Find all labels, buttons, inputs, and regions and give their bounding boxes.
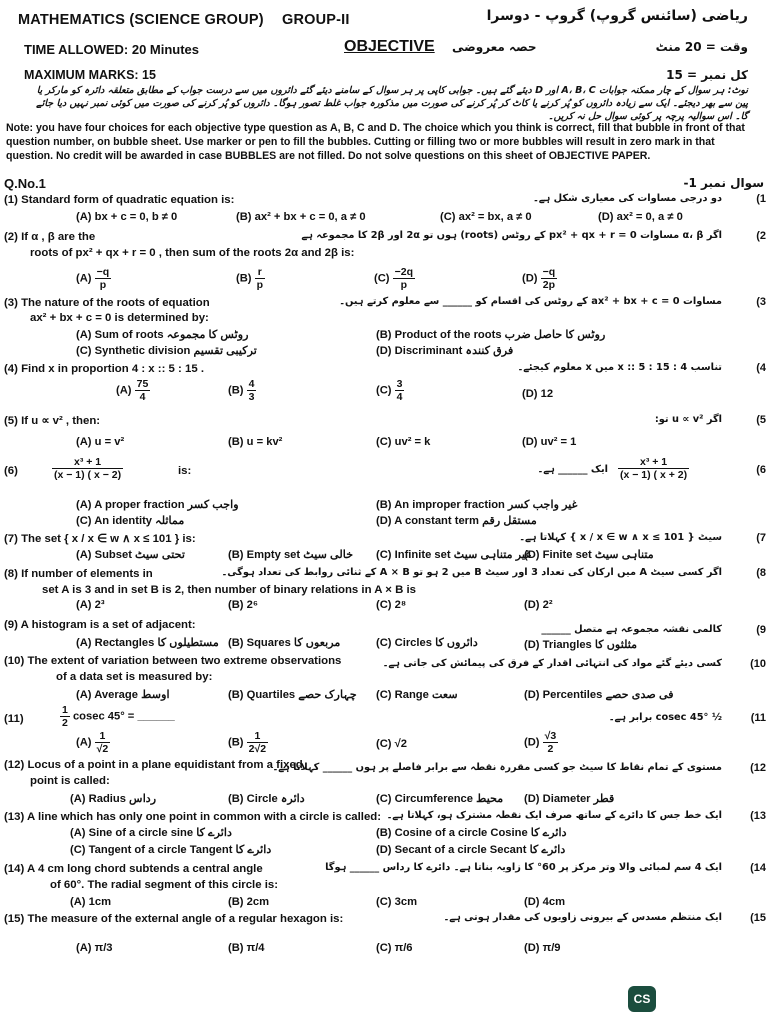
question-number: (12) [4,759,25,771]
urdu-question-number: (8 [756,567,766,579]
option-d: (D) ax² = 0, a ≠ 0 [598,211,683,223]
numerator: 1 [62,704,68,716]
question-stem [4,654,341,668]
question-text-line-2: point is called: [30,775,110,787]
option-b: (B) Cosine of a circle Cosine دائرے کا [376,827,567,839]
denominator: 4 [396,391,403,403]
question-text: cosec 45° = ______ [72,710,175,723]
denominator: 3 [248,391,255,403]
option-c: (C) Synthetic division ترکیبی تقسیم [76,345,257,357]
option-b: (B) Circle دائرہ [228,793,305,805]
numerator: 75 [136,378,149,390]
option-d: (D) Discriminant فرق کنندہ [376,345,514,357]
option-b: (B) An improper fraction غیر واجب کسر [376,499,578,511]
option-fraction [247,730,268,755]
expression-fraction [52,456,123,481]
option-a: (A) Radius رداس [70,793,157,805]
urdu-question-text: مساوات ax² + bx + c = 0 کے روٹس کی اقسام کو ______ سے معلوم کرتے ہیں۔ [339,296,722,307]
option-letter: (A) [116,384,132,397]
question-text: The extent of variation between two extreme observations [27,655,342,667]
urdu-question-text: کالمی نقشہ مجموعہ ہے متصل ______ [541,624,722,635]
option-letter: (B) [228,384,244,397]
question-text-line-2: set A is 3 and in set B is 2, then number of binary relations in A × B is [42,584,416,596]
question-text: Locus of a point in a plane equidistant from a fixed [27,759,303,771]
question-text: The measure of the external angle of a regular hexagon is: [27,913,344,925]
option-c: (C) Range سعت [376,689,458,701]
option-c: (C) uv² = k [376,436,431,448]
denominator: p [256,279,264,291]
urdu-subject-title: ریاضی (سائنس گروپ) گروپ - دوسرا [486,8,748,24]
option-letter: (A) [76,272,92,285]
question-text: The nature of the roots of equation [21,297,210,309]
half-fraction [60,704,70,729]
option-a: (A) Subset تحتی سیٹ [76,549,185,561]
urdu-question-number: (12 [750,762,766,774]
question-text-line-2: of a data set is measured by: [56,671,213,683]
numerator: −q [96,266,110,278]
urdu-question-text: دو درجی مساوات کی معیاری شکل ہے۔ [532,193,722,204]
question-number: (10) [4,655,25,667]
question-number: (15) [4,913,25,925]
urdu-question-block-label: سوال نمبر 1- [683,176,764,190]
option-d [522,266,557,291]
option-d: (D) 2² [524,599,553,611]
option-letter: (B) [236,272,252,285]
option-fraction [95,730,111,755]
question-number: (2) [4,231,18,243]
option-fraction [255,266,265,291]
question-text: If u ∝ v² , then: [21,415,101,427]
question-number: (7) [4,533,18,545]
numerator: r [255,266,265,279]
urdu-question-number: (9 [756,624,766,636]
option-d [524,730,558,755]
camscanner-logo-icon: CS [628,986,656,1012]
option-c: (C) 2⁸ [376,599,407,611]
urdu-objective-title: حصہ معروضی [452,40,537,54]
urdu-question-number: (13 [750,810,766,822]
numerator: 1 [95,730,111,743]
option-a [76,730,110,755]
question-text: A histogram is a set of adjacent: [20,619,196,631]
urdu-question-number: (3 [756,296,766,308]
urdu-question-text: ایک خط جس کا دائرے کے ساتھ صرف ایک نقطہ مشترک ہو، کہلاتا ہے۔ [386,810,722,821]
question-number: (11) [4,713,24,725]
urdu-question-number: (1 [756,193,766,205]
urdu-maximum-marks: کل نمبر = 15 [666,68,748,82]
rational-expression [52,456,123,481]
urdu-question-text: مستوی کے تمام نقاط کا سیٹ جو کسی مقررہ نقطہ سے برابر فاصلے پر ہوں ______ کہلاتا ہے۔ [272,762,722,773]
option-d: (D) π/9 [524,942,561,954]
question-stem [4,414,100,428]
question-stem [4,362,204,376]
option-a: (A) π/3 [76,942,113,954]
option-c: (C) 3cm [376,896,418,908]
option-letter: (C) [374,272,390,285]
question-text-line-2: of 60°. The radial segment of this circle is: [50,879,279,891]
question-text: Find x in proportion 4 : x :: 5 : 15 . [21,363,204,375]
numerator: 1 [247,730,268,743]
option-d: (D) Secant of a circle Secant دائرے کا [376,844,566,856]
subject-heading [18,12,350,28]
option-a: (A) bx + c = 0, b ≠ 0 [76,211,178,223]
option-d: (D) uv² = 1 [522,436,577,448]
maximum-marks: MAXIMUM MARKS: 15 [24,68,156,82]
option-b: (B) Squares مربعوں کا [228,637,341,649]
question-block-label: Q.No.1 [4,176,46,191]
option-a: (A) u = v² [76,436,125,448]
denominator: 2 [547,743,554,755]
denominator: 4 [139,391,146,403]
option-b: (B) π/4 [228,942,265,954]
urdu-question-text: تناسب 4 : x :: 5 : 15 میں x معلوم کیجئے۔ [517,362,722,373]
urdu-question-text: ایک 4 سم لمبائی والا وتر مرکز پر 60° کا زاویہ بناتا ہے۔ دائرے کا رداس ______ ہوگا [325,862,722,873]
option-c: (C) Infinite set غیر متناہی سیٹ [376,549,532,561]
option-b: (B) Quartiles چہارک حصے [228,689,357,701]
option-c: (C) Circles دائروں کا [376,637,478,649]
option-a: (A) Rectangles مستطیلوں کا [76,637,219,649]
option-fraction [541,266,558,291]
option-c: (C) Circumference محیط [376,793,504,805]
question-text: A 4 cm long chord subtends a central angle [27,863,263,875]
option-b: (B) u = kv² [228,436,283,448]
subject-title: MATHEMATICS (SCIENCE GROUP) [18,12,264,28]
question-stem [4,296,210,310]
question-number: (13) [4,811,25,823]
urdu-rational-expression [618,456,689,481]
question-number: (4) [4,363,18,375]
option-c: (C) An identity مماثلہ [76,515,185,527]
option-d: (D) Percentiles فی صدی حصے [524,689,674,701]
question-stem [4,912,343,926]
option-b: (B) Empty set خالی سیٹ [228,549,354,561]
denominator: p [400,279,408,291]
urdu-question-text: کسی دیئے گئے مواد کی انتہائی اقدار کے فرق کی پیمائش کی جاتی ہے۔ [382,658,722,669]
question-stem [4,758,303,772]
question-text: If α , β are the [21,231,96,243]
option-a: (A) Sum of roots روٹس کا مجموعہ [76,329,249,341]
denominator: 2p [542,279,556,291]
urdu-time-allowed: وقت = 20 منٹ [655,40,748,54]
question-number: (3) [4,297,18,309]
urdu-question-number: (14 [750,862,766,874]
group-label: GROUP-II [281,12,350,28]
option-d: (D) Diameter قطر [524,793,615,805]
question-text: Standard form of quadratic equation is: [21,194,235,206]
option-letter: (D) [524,736,540,749]
urdu-instructions: نوٹ: ہر سوال کے چار ممکنہ جوابات A، B، C اور D دیئے گئے ہیں۔ جوابی کاپی پر ہر سوال کے سامنے دیئے گئے دائروں میں سے درست جواب کے مطابق متعلقہ دائرہ کو مارکر یا پین سے بھر دیجئے۔ ایک سے زیادہ دائروں کو پُر کرنے یا کاٹ کر پُر کرنے کی صورت میں مذکورہ جواب غلط تصور ہوگا۔ دائروں کو پُر کرنے کی صورت میں کوئی نمبر نہیں دیا جائے گا۔ اس سوالیہ پرچہ پر کوئی سوال حل نہ کریں۔ [36,85,748,122]
urdu-question-text: اگر u ∝ v² تو: [654,414,722,425]
question-text-line-2: roots of px² + qx + r = 0 , then sum of the roots 2α and 2β is: [30,247,355,259]
option-fraction [543,730,559,755]
urdu-question-number: (4 [756,362,766,374]
numerator: −q [542,266,556,278]
english-instructions: Note: you have four choices for each objective type question as A, B, C and D. The choice which you think is correct, fill that bubble in front of that question number, on bubble sheet. Use marker or pen to fill the bubbles. Cutting or filling two or more bubbles will result in zero mark in that question. No credit will be awarded in case BUBBLES are not filled. Do not solve questions on this sheet of OBJECTIVE PAPER. [6,122,745,163]
question-stem [4,532,196,546]
numerator: 4 [248,378,255,390]
denominator: (x − 1) ( x + 2) [620,469,688,481]
option-c [376,378,404,403]
question-stem [4,810,381,824]
question-stem [4,193,234,207]
option-fraction [135,378,151,403]
option-a: (A) 1cm [70,896,112,908]
option-c: (C) ax² = bx, a ≠ 0 [440,211,532,223]
question-stem [4,618,196,632]
question-number: (1) [4,194,18,206]
option-c: (C) √2 [376,738,408,750]
option-c: (C) Tangent of a circle Tangent دائرے کا [70,844,272,856]
option-fraction [393,266,415,291]
option-b: (B) 2⁶ [228,599,259,611]
option-d: (D) Triangles مثلثوں کا [524,639,638,651]
option-letter: (C) [376,384,392,397]
denominator: 2 [62,717,68,729]
numerator: √3 [544,730,557,742]
option-a [76,266,111,291]
question-stem [4,230,95,244]
option-letter: (A) [76,736,92,749]
question-stem [4,862,263,876]
option-d: (D) 12 [522,388,554,400]
urdu-question-text: اگر α، β مساوات px² + qx + r = 0 کے روٹس (roots) ہوں تو 2α اور 2β کا مجموعہ ہے [301,230,722,241]
urdu-question-number: (6 [756,464,766,476]
question-text: The set { x / x ∈ w ∧ x ≤ 101 } is: [21,533,196,545]
numerator: −2q [394,266,414,278]
urdu-question-number: (5 [756,414,766,426]
option-b [228,730,268,755]
urdu-question-number: (7 [756,532,766,544]
question-text-line-2: ax² + bx + c = 0 is determined by: [30,312,209,324]
option-fraction [395,378,405,403]
option-d: (D) 4cm [524,896,566,908]
option-b: (B) Product of the roots روٹس کا حاصل ضرب [376,329,606,341]
question-number: (5) [4,415,18,427]
option-a: (A) 2³ [76,599,105,611]
urdu-question-text: اگر کسی سیٹ A میں ارکان کی تعداد 3 اور سیٹ B میں 2 ہو تو A × B کے ثنائی روابط کی تعداد ہوگی۔ [221,567,722,578]
question-text: If number of elements in [21,568,153,580]
question-number: (14) [4,863,25,875]
option-a: (A) A proper fraction واجب کسر [76,499,239,511]
urdu-question-number: (15 [750,912,766,924]
time-allowed: TIME ALLOWED: 20 Minutes [24,42,200,57]
denominator: p [99,279,107,291]
question-text: is: [178,465,192,477]
denominator: 2√2 [248,743,267,755]
urdu-question-text: ایک منتظم مسدس کے بیرونی زاویوں کی مقدار ہوتی ہے۔ [443,912,722,923]
numerator: 3 [396,378,403,390]
question-number: (9) [4,619,18,631]
option-letter: (D) [522,272,538,285]
option-fraction [247,378,257,403]
option-c [374,266,415,291]
question-fraction [60,704,175,729]
urdu-question-number: (11 [750,712,766,724]
numerator: x³ + 1 [52,456,123,469]
question-stem [4,567,153,581]
objective-title: OBJECTIVE [344,38,435,55]
question-number: (8) [4,568,18,580]
option-d: (D) A constant term مستقل رقم [376,515,537,527]
expression-fraction [618,456,689,481]
option-a: (A) Sine of a circle sine دائرے کا [70,827,232,839]
numerator: x³ + 1 [618,456,689,469]
question-number: (6) [4,465,18,477]
option-letter: (B) [228,736,244,749]
option-b: (B) 2cm [228,896,270,908]
question-text: A line which has only one point in common with a circle is called: [27,811,382,823]
option-d: (D) Finite set متناہی سیٹ [524,549,654,561]
urdu-question-number: (10 [750,658,766,670]
urdu-question-text: ½ cosec 45° برابر ہے۔ [608,712,722,723]
urdu-question-text: سیٹ { x / x ∈ w ∧ x ≤ 101 } کہلاتا ہے۔ [519,532,722,543]
option-fraction [95,266,112,291]
denominator: √2 [96,743,109,755]
option-a: (A) Average اوسط [76,689,170,701]
urdu-question-number: (2 [756,230,766,242]
denominator: (x − 1) ( x − 2) [54,469,122,481]
option-c: (C) π/6 [376,942,413,954]
option-b [236,266,265,291]
option-a [116,378,150,403]
option-b [228,378,256,403]
option-b: (B) ax² + bx + c = 0, a ≠ 0 [236,211,366,223]
urdu-question-text: ایک ______ ہے۔ [537,464,608,475]
